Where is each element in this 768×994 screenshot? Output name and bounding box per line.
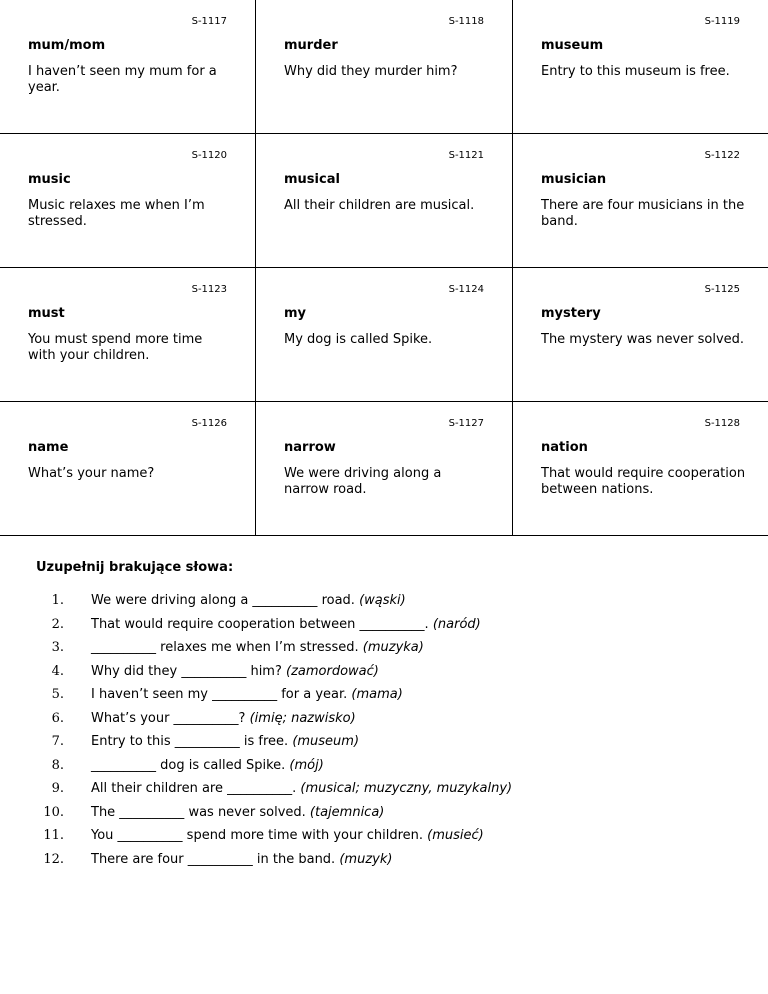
item-text: What’s your __________?: [91, 710, 246, 726]
card-code: S-1125: [704, 284, 740, 295]
card-code: S-1122: [704, 150, 740, 161]
card-sentence: Why did they murder him?: [284, 64, 458, 79]
flashcard: [0, 134, 256, 268]
exercise-item: [36, 640, 756, 664]
item-number: 9.: [51, 781, 64, 796]
card-sentence: Music relaxes me when I’m stressed.: [28, 198, 205, 229]
card-code: S-1120: [191, 150, 227, 161]
item-number: 2.: [51, 616, 64, 632]
flashcard: [513, 402, 768, 536]
exercise-list: [36, 593, 756, 875]
card-sentence: What’s your name?: [28, 466, 155, 481]
card-word: nation: [541, 440, 588, 455]
exercise-item: [36, 758, 756, 782]
card-word: music: [28, 172, 71, 187]
item-number: 12.: [43, 851, 64, 867]
item-number: 7.: [51, 734, 64, 749]
exercise-item: [36, 734, 756, 758]
flashcard: [256, 134, 513, 268]
item-number: 1.: [51, 593, 64, 608]
item-text: __________ relaxes me when I’m stressed.: [91, 640, 359, 655]
flashcard: [0, 402, 256, 536]
item-text: I haven’t seen my __________ for a year.: [91, 687, 348, 702]
item-hint: (naród): [432, 616, 481, 632]
item-number: 4.: [51, 663, 64, 679]
exercise-item: [36, 617, 756, 641]
card-word: name: [28, 440, 69, 455]
card-word: narrow: [284, 440, 336, 455]
item-text: The __________ was never solved.: [91, 804, 306, 820]
card-word: mum/mom: [28, 38, 106, 53]
item-hint: (wąski): [359, 593, 406, 608]
item-text: There are four __________ in the band.: [91, 851, 336, 867]
card-code: S-1127: [448, 418, 484, 429]
item-hint: (musical; muzyczny, muzykalny): [300, 781, 513, 796]
card-word: museum: [541, 38, 604, 53]
exercise-item: [36, 593, 756, 617]
card-code: S-1128: [704, 418, 740, 429]
item-text: Why did they __________ him?: [91, 663, 282, 679]
flashcard: [513, 0, 768, 134]
item-hint: (mój): [289, 757, 324, 773]
card-sentence: You must spend more time with your children.: [28, 332, 203, 363]
card-code: S-1117: [191, 16, 227, 27]
exercise-item: [36, 781, 756, 805]
item-hint: (zamordować): [286, 663, 379, 679]
card-sentence: My dog is called Spike.: [284, 332, 433, 347]
item-number: 10.: [43, 804, 64, 820]
item-text: That would require cooperation between __________.: [91, 616, 429, 632]
item-text: We were driving along a __________ road.: [91, 593, 355, 608]
card-word: murder: [284, 38, 338, 53]
flashcard: [256, 402, 513, 536]
flashcard: [256, 0, 513, 134]
exercise-item: [36, 805, 756, 829]
fill-in-exercise: [36, 560, 756, 875]
card-word: musician: [541, 172, 607, 187]
item-hint: (imię; nazwisko): [249, 710, 356, 726]
exercise-item: [36, 664, 756, 688]
flashcard: [256, 268, 513, 402]
card-code: S-1119: [704, 16, 740, 27]
flashcard: [513, 268, 768, 402]
item-number: 3.: [51, 640, 64, 655]
card-word: musical: [284, 172, 340, 187]
card-word: mystery: [541, 306, 601, 321]
card-sentence: We were driving along a narrow road.: [284, 466, 442, 497]
item-hint: (mama): [351, 687, 403, 702]
card-word: must: [28, 306, 65, 321]
item-hint: (muzyka): [362, 640, 424, 655]
card-code: S-1126: [191, 418, 227, 429]
flashcard: [0, 268, 256, 402]
card-sentence: There are four musicians in the band.: [541, 198, 745, 229]
card-code: S-1121: [448, 150, 484, 161]
card-sentence: That would require cooperation between nations.: [541, 466, 746, 497]
card-sentence: I haven’t seen my mum for a year.: [28, 64, 217, 95]
flashcard: [0, 0, 256, 134]
item-number: 6.: [51, 710, 64, 726]
card-sentence: All their children are musical.: [284, 198, 475, 213]
item-text: You __________ spend more time with your children.: [91, 828, 423, 843]
exercise-item: [36, 828, 756, 852]
flashcard: [513, 134, 768, 268]
item-text: All their children are __________.: [91, 781, 297, 796]
card-code: S-1118: [448, 16, 484, 27]
card-word: my: [284, 306, 307, 321]
item-number: 11.: [43, 828, 64, 843]
item-number: 5.: [51, 687, 64, 702]
item-text: __________ dog is called Spike.: [91, 757, 286, 773]
item-hint: (muzyk): [339, 851, 393, 867]
item-text: Entry to this __________ is free.: [91, 734, 289, 749]
card-sentence: Entry to this museum is free.: [541, 64, 730, 79]
item-number: 8.: [51, 757, 64, 773]
card-sentence: The mystery was never solved.: [541, 332, 745, 347]
card-code: S-1124: [448, 284, 484, 295]
exercise-item: [36, 852, 756, 876]
item-hint: (museum): [292, 734, 360, 749]
exercise-item: [36, 687, 756, 711]
exercise-item: [36, 711, 756, 735]
item-hint: (tajemnica): [309, 804, 385, 820]
card-code: S-1123: [191, 284, 227, 295]
exercise-heading: Uzupełnij brakujące słowa:: [36, 560, 234, 575]
item-hint: (musieć): [427, 828, 484, 843]
